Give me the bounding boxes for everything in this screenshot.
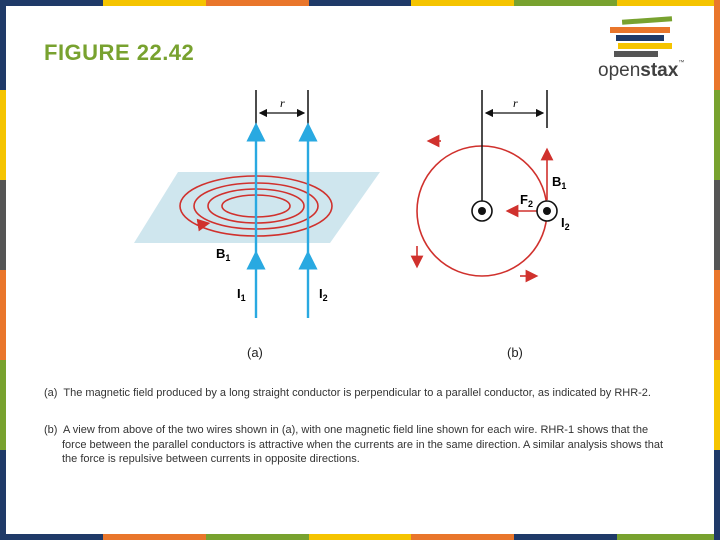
right-border-stripe — [714, 0, 720, 540]
r-label-b: r — [513, 96, 518, 110]
f2-label: $F_2$ — [520, 192, 533, 209]
b1-label-b: $B_1$ — [552, 174, 567, 191]
figure-title: FIGURE 22.42 — [44, 40, 195, 65]
panel-b-diagram — [417, 90, 570, 276]
logo-tm-text: ™ — [678, 60, 685, 66]
caption-b — [44, 423, 674, 467]
i2-label: $I_2$ — [319, 286, 328, 303]
r-label-a: r — [280, 96, 285, 110]
logo-stax-text: stax — [640, 60, 679, 81]
caption-b-text: A view from above of the two wires shown in (a), with one magnetic field line shown for each wire. RHR-1 shows that the force between the parallel conductors is attractive when the currents are in the same direction. A similar analysis shows that the force is repulsive between currents in opposite directions. — [62, 424, 664, 465]
b1-label-a: $B_1$ — [216, 246, 231, 263]
caption-b-marker: (b) — [44, 424, 58, 436]
caption-a — [44, 386, 674, 401]
openstax-wordmark — [598, 60, 684, 82]
field-direction-arrow — [198, 224, 204, 225]
top-border-stripe — [0, 0, 720, 6]
i1-label: $I_1$ — [237, 286, 246, 303]
logo-open-text: open — [598, 60, 641, 81]
caption-a-marker: (a) — [44, 387, 58, 399]
panel-a-diagram — [134, 90, 380, 318]
i2-label-b: $I_2$ — [561, 215, 570, 232]
bottom-border-stripe — [0, 534, 720, 540]
caption-a-text: The magnetic field produced by a long straight conductor is perpendicular to a parallel conductor, as indicated by RHR-2. — [63, 387, 651, 399]
panel-a-label: (a) — [247, 345, 263, 360]
panel-b-label: (b) — [507, 345, 523, 360]
left-border-stripe — [0, 0, 6, 540]
magnetic-field-figure — [120, 80, 600, 370]
